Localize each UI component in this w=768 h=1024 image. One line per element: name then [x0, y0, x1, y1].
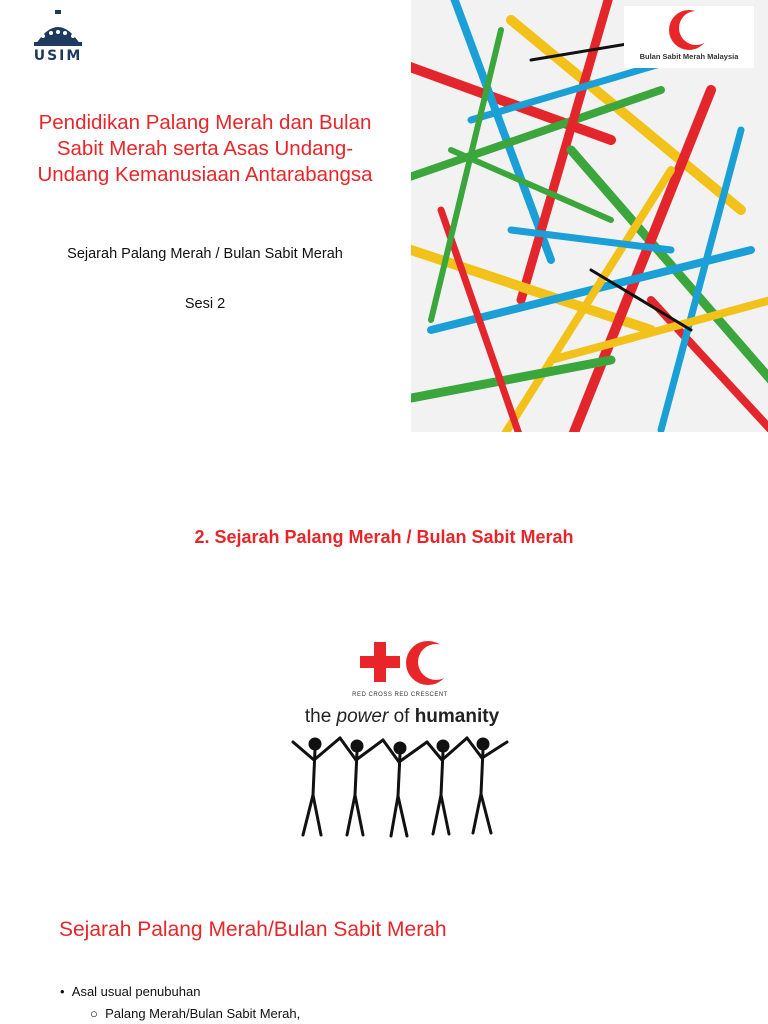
figure-1 [293, 738, 340, 835]
slide-subtitle: Sejarah Palang Merah / Bulan Sabit Merah [67, 246, 343, 262]
usim-logo-text: USIM [33, 48, 83, 64]
circle-bullet-icon: ○ [90, 1006, 106, 1021]
red-crescent-icon [624, 6, 754, 56]
session-label: Sesi 2 [184, 296, 226, 312]
people-figures-icon [285, 730, 515, 845]
figure-4 [427, 738, 467, 834]
section-title: 2. Sejarah Palang Merah / Bulan Sabit Merah [194, 527, 574, 547]
logo-caption: RED CROSS RED CRESCENT [352, 692, 448, 698]
tagline: the power of humanity [304, 706, 500, 727]
figure-2 [340, 738, 383, 835]
figure-3 [383, 740, 427, 836]
bullet-item: • Asal usual penubuhan [60, 984, 201, 999]
figure-5 [467, 738, 507, 833]
slide-title: Pendidikan Palang Merah dan Bulan Sabit Merah serta Asas Undang-Undang Kemanusiaan Antarabangsa [37, 111, 373, 186]
bullet-icon: • [60, 984, 72, 999]
red-cross-red-crescent-icon [340, 638, 460, 698]
sub-bullet-item: ○ Palang Merah/Bulan Sabit Merah, [90, 1006, 301, 1021]
bsmm-logo-text: Bulan Sabit Merah Malaysia [639, 52, 739, 61]
title-slide [0, 0, 768, 432]
slide-heading: Sejarah Palang Merah/Bulan Sabit Merah [59, 918, 447, 941]
